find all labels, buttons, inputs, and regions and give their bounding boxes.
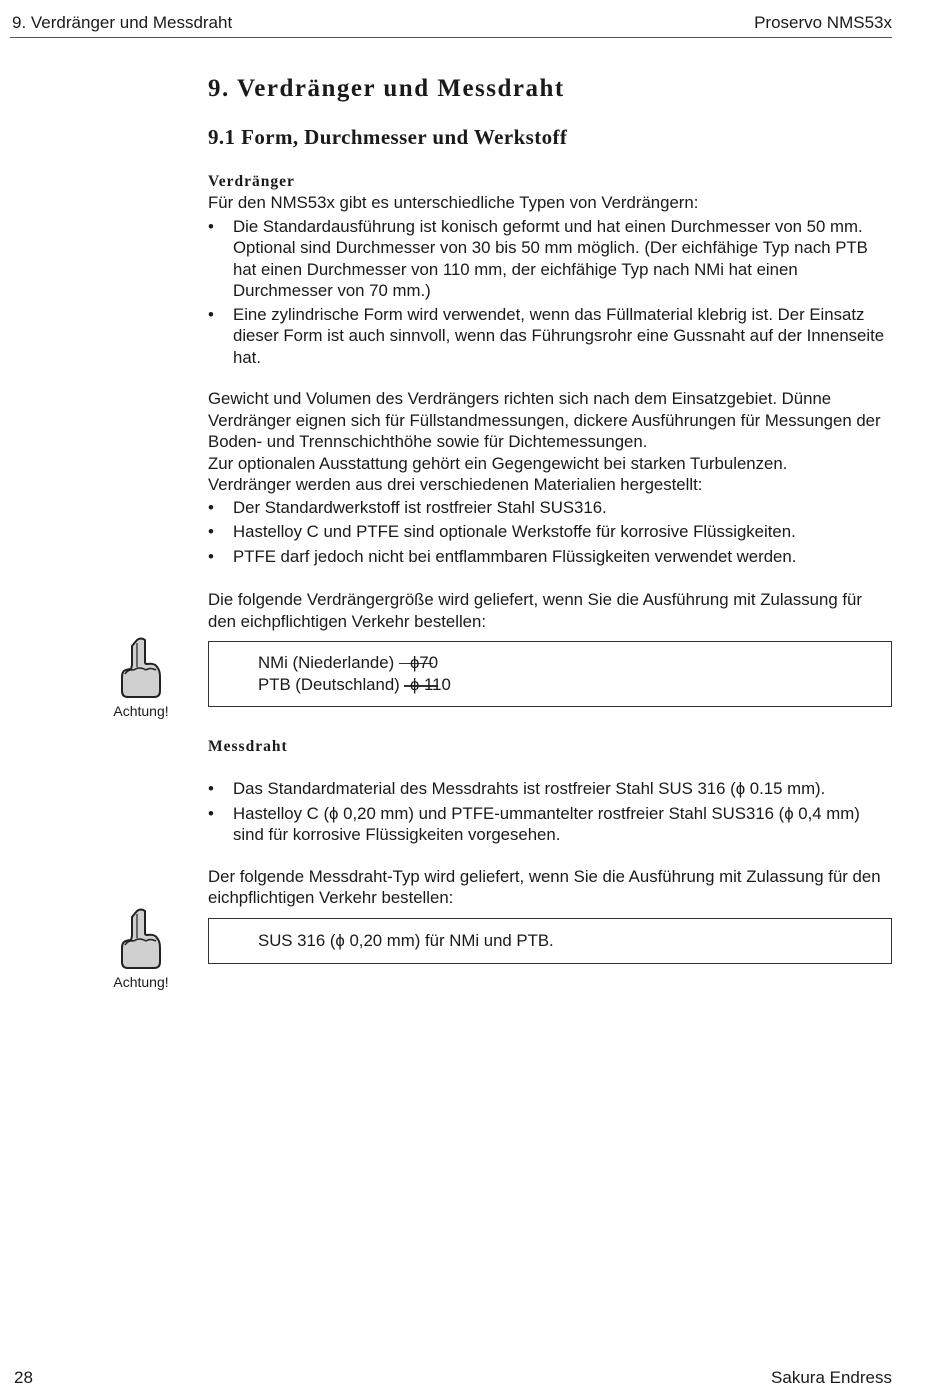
page-title: 9. Verdränger und Messdraht [208,75,565,102]
verdraenger-size-box [208,641,892,707]
messdraht-note: Der folgende Messdraht-Typ wird geliefert, wenn Sie die Ausführung mit Zulassung für den eichpflichtigen Verkehr bestellen: [208,866,881,907]
verdraenger-type-list [208,216,892,369]
verdraenger-paragraph-3: Verdränger werden aus drei verschiedenen Materialien hergestellt: [208,475,703,494]
list-item: • Hastelloy C und PTFE sind optionale Werkstoffe für korrosive Flüssigkeiten. [208,522,796,541]
box-row-value: ϕ70 [410,653,439,672]
caution-label: Achtung! [113,974,169,990]
pointing-hand-icon [119,908,163,970]
page-number: 28 [14,1368,33,1387]
messdraht-list [208,778,892,846]
list-item: • Eine zylindrische Form wird verwendet, wenn das Füllmaterial klebrig ist. Der Einsatz dieser Form ist auch sinnvoll, wenn das Führungsrohr eine Gussnaht auf der Innenseite hat. [208,304,885,367]
box-row: SUS 316 (ϕ 0,20 mm) für NMi und PTB. [258,930,554,950]
list-item: • PTFE darf jedoch nicht bei entflammbaren Flüssigkeiten verwendet werden. [208,546,797,566]
box-row-value: ϕ 110 [410,675,451,694]
list-item: • Hastelloy C (ϕ 0,20 mm) und PTFE-ummantelter rostfreier Stahl SUS316 (ϕ 0,4 mm) sind für korrosive Flüssigkeiten vorgesehen. [208,803,860,844]
pointing-hand-icon [119,637,163,699]
header-rule [10,37,892,38]
caution-note-1 [101,637,181,719]
verdraenger-paragraph-2: Zur optionalen Ausstattung gehört ein Gegengewicht bei starken Turbulenzen. [208,453,788,473]
page-header-left: 9. Verdränger und Messdraht [12,13,233,32]
verdraenger-intro: Für den NMS53x gibt es unterschiedliche Typen von Verdrängern: [208,193,699,212]
caution-note-2 [101,908,181,990]
messdraht-type-box [208,918,892,964]
section-title: 9.1 Form, Durchmesser und Werkstoff [208,125,568,149]
box-row-nmi [258,652,891,674]
messdraht-heading: Messdraht [208,738,288,755]
material-list [208,497,892,568]
page-header-right: Proservo NMS53x [754,13,892,32]
verdraenger-note: Die folgende Verdrängergröße wird geliefert, wenn Sie die Ausführung mit Zulassung für den eichpflichtigen Verkehr bestellen: [208,590,862,631]
list-item: • Das Standardmaterial des Messdrahts ist rostfreier Stahl SUS 316 (ϕ 0.15 mm). [208,779,826,798]
list-item: • Der Standardwerkstoff ist rostfreier Stahl SUS316. [208,497,607,517]
box-row-label: NMi (Niederlande) [258,652,410,674]
verdraenger-paragraph-1: Gewicht und Volumen des Verdrängers richten sich nach dem Einsatzgebiet. Dünne Verdränger eignen sich für Füllstandmessungen, dickere Ausführungen für Messungen der Boden- und Trennschichthöhe sowie für Dichtemessungen. [208,389,881,451]
box-row-ptb [258,674,891,696]
box-row-label: PTB (Deutschland) [258,674,410,696]
caution-label: Achtung! [113,703,169,719]
footer-brand: Sakura Endress [771,1368,892,1387]
list-item: • Die Standardausführung ist konisch geformt und hat einen Durchmesser von 50 mm. Optional sind Durchmesser von 30 bis 50 mm möglich. (Der eichfähige Typ nach PTB hat einen Durchmesser von 110 mm, der eichfähige Typ nach NMi hat einen Durchmesser von 70 mm.) [208,216,868,300]
verdraenger-heading: Verdränger [208,173,295,190]
main-content [208,74,892,964]
